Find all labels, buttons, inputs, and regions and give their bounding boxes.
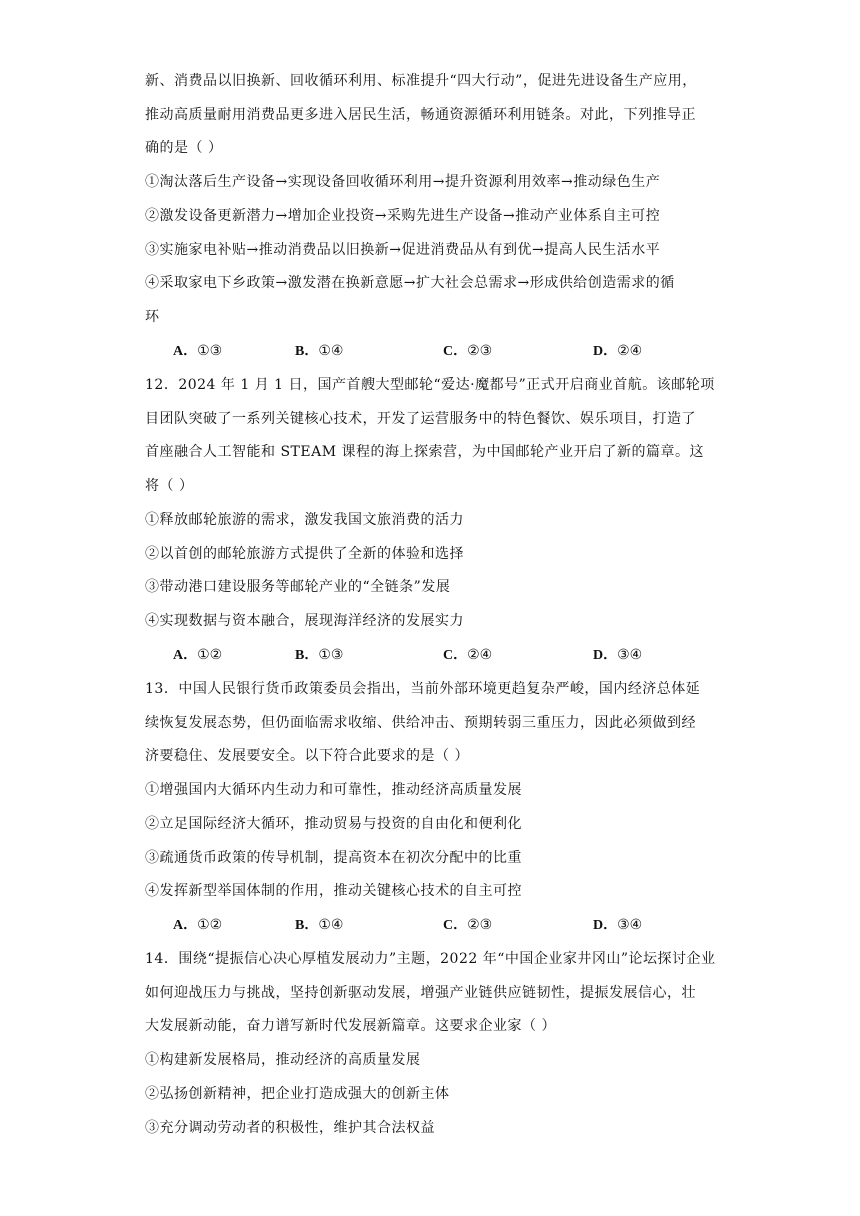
q13-option-c[interactable]: C．②③ — [443, 917, 493, 933]
q12-statement-1: ①释放邮轮旅游的需求，激发我国文旅消费的活力 — [145, 512, 464, 528]
q12-statement-3: ③带动港口建设服务等邮轮产业的“全链条”发展 — [145, 579, 451, 595]
q11-statement-4-cont: 环 — [145, 309, 160, 325]
q14-stem-line-1: 14．围绕“提振信心决心厚植发展动力”主题，2022 年“中国企业家井冈山”论坛探讨企业 — [145, 951, 716, 967]
q12-statement-4: ④实现数据与资本融合，展现海洋经济的发展实力 — [145, 613, 464, 629]
q11-options — [145, 341, 705, 361]
q14-stem-line-3: 大发展新动能，奋力谱写新时代发展新篇章。这要求企业家（ ） — [145, 1018, 556, 1034]
q12-option-d[interactable]: D．③④ — [593, 647, 643, 663]
q12-option-a[interactable]: A．①② — [173, 647, 223, 663]
q11-option-d[interactable]: D．②④ — [593, 343, 643, 359]
q14-statement-2: ②弘扬创新精神，把企业打造成强大的创新主体 — [145, 1086, 450, 1102]
q13-option-d[interactable]: D．③④ — [593, 917, 643, 933]
q11-statement-2: ②激发设备更新潜力→增加企业投资→采购先进生产设备→推动产业体系自主可控 — [145, 208, 661, 224]
q13-option-b[interactable]: B．①④ — [295, 917, 344, 933]
q14-statement-1: ①构建新发展格局，推动经济的高质量发展 — [145, 1052, 421, 1068]
q12-option-c[interactable]: C．②④ — [443, 647, 493, 663]
q11-stem-line-2: 推动高质量耐用消费品更多进入居民生活，畅通资源循环利用链条。对此，下列推导正 — [145, 107, 696, 123]
q13-statement-1: ①增强国内大循环内生动力和可靠性，推动经济高质量发展 — [145, 782, 522, 798]
q11-stem-line-3: 确的是（ ） — [145, 140, 223, 156]
q12-stem-line-3: 首座融合人工智能和 STEAM 课程的海上探索营，为中国邮轮产业开启了新的篇章。这 — [145, 444, 704, 460]
q11-statement-4: ④采取家电下乡政策→激发潜在换新意愿→扩大社会总需求→形成供给创造需求的循 — [145, 275, 675, 291]
q13-stem-line-1: 13．中国人民银行货币政策委员会指出，当前外部环境更趋复杂严峻，国内经济总体延 — [145, 681, 701, 697]
q13-statement-4: ④发挥新型举国体制的作用，推动关键核心技术的自主可控 — [145, 883, 522, 899]
q11-statement-1: ①淘汰落后生产设备→实现设备回收循环利用→提升资源利用效率→推动绿色生产 — [145, 174, 661, 190]
q11-option-a[interactable]: A．①③ — [173, 343, 223, 359]
q12-option-b[interactable]: B．①③ — [295, 647, 344, 663]
q11-option-c[interactable]: C．②③ — [443, 343, 493, 359]
q13-option-a[interactable]: A．①② — [173, 917, 223, 933]
q14-stem-line-2: 如何迎战压力与挑战，坚持创新驱动发展，增强产业链供应链韧性，提振发展信心，壮 — [145, 985, 696, 1001]
q13-stem-line-2: 续恢复发展态势，但仍面临需求收缩、供给冲击、预期转弱三重压力，因此必须做到经 — [145, 715, 696, 731]
q11-option-b[interactable]: B．①④ — [295, 343, 344, 359]
q13-statement-3: ③疏通货币政策的传导机制，提高资本在初次分配中的比重 — [145, 850, 522, 866]
q12-stem-line-4: 将（ ） — [145, 478, 194, 494]
q13-statement-2: ②立足国际经济大循环，推动贸易与投资的自由化和便利化 — [145, 816, 522, 832]
q13-options — [145, 915, 705, 935]
q11-statement-3: ③实施家电补贴→推动消费品以旧换新→促进消费品从有到优→提高人民生活水平 — [145, 242, 661, 258]
q12-statement-2: ②以首创的邮轮旅游方式提供了全新的体验和选择 — [145, 546, 464, 562]
q12-stem-line-1: 12．2024 年 1 月 1 日，国产首艘大型邮轮“爱达·魔都号”正式开启商业首航。该邮轮项 — [145, 377, 715, 393]
q13-stem-line-3: 济要稳住、发展要安全。以下符合此要求的是（ ） — [145, 748, 469, 764]
q12-stem-line-2: 目团队突破了一系列关键核心技术，开发了运营服务中的特色餐饮、娱乐项目，打造了 — [145, 411, 696, 427]
q12-options — [145, 645, 705, 665]
q11-stem-line-1: 新、消费品以旧换新、回收循环利用、标准提升“四大行动”，促进先进设备生产应用， — [145, 73, 697, 89]
q14-statement-3: ③充分调动劳动者的积极性，维护其合法权益 — [145, 1120, 435, 1136]
